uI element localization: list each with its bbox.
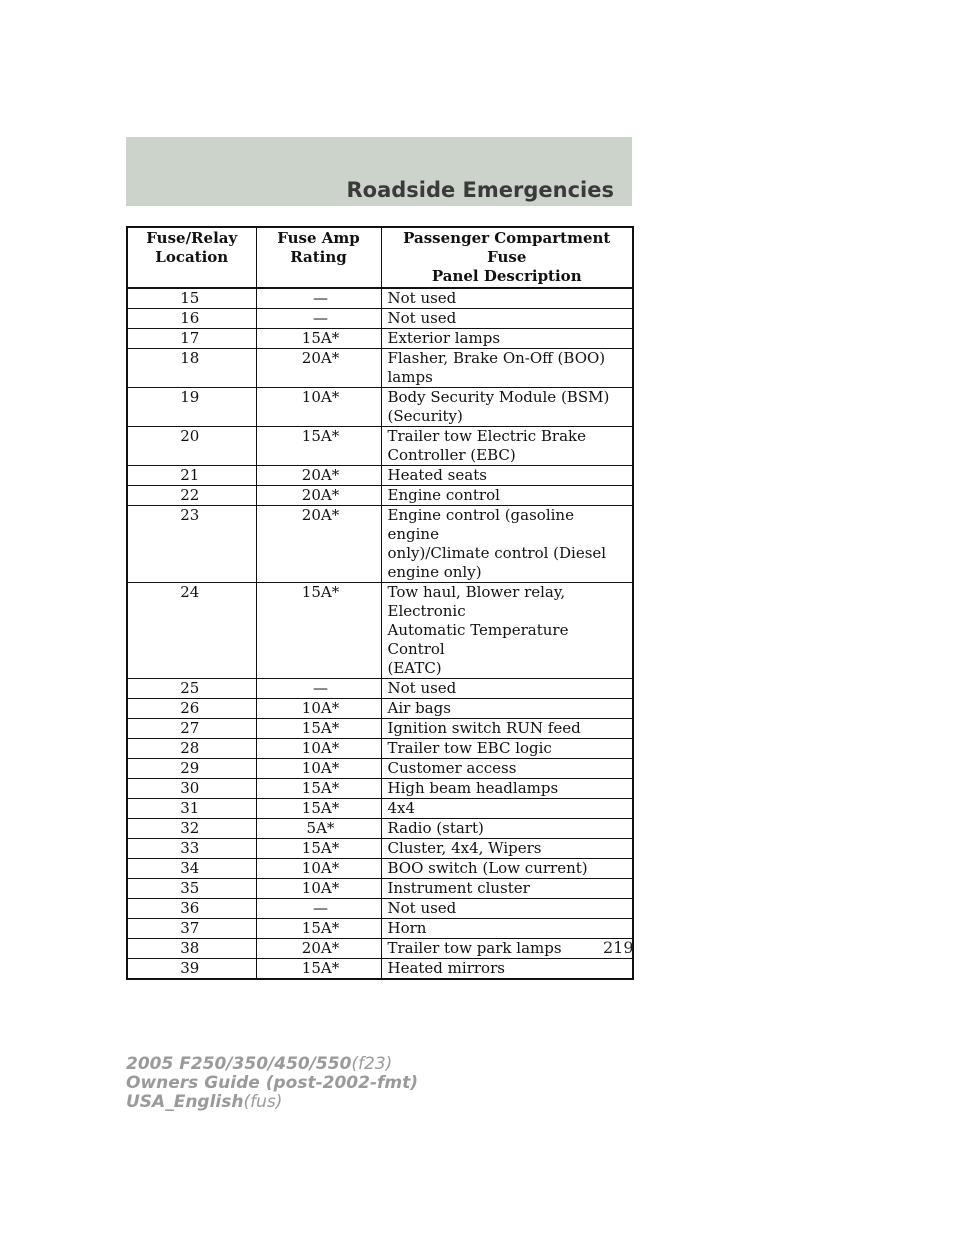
page-number: 219: [603, 938, 634, 957]
section-header-band: [126, 137, 632, 206]
table-row: [127, 349, 633, 388]
table-row: [127, 506, 633, 583]
fuse-amp-cell: 10A*: [256, 879, 381, 899]
table-row: [127, 329, 633, 349]
footer-language-text: USA_English: [126, 1092, 244, 1112]
fuse-amp-cell: 10A*: [256, 859, 381, 879]
fuse-amp-cell: 15A*: [256, 583, 381, 679]
table-row: [127, 679, 633, 699]
fuse-location-cell: 38: [127, 939, 256, 959]
table-row: [127, 466, 633, 486]
table-row: [127, 486, 633, 506]
fuse-amp-cell: 10A*: [256, 388, 381, 427]
fuse-amp-cell: 20A*: [256, 349, 381, 388]
fuse-description-cell: Not used: [381, 899, 633, 919]
fuse-amp-cell: 15A*: [256, 779, 381, 799]
fuse-location-cell: 25: [127, 679, 256, 699]
table-row: [127, 939, 633, 959]
fuse-description-cell: Engine control (gasoline engine only)/Climate control (Diesel engine only): [381, 506, 633, 583]
fuse-amp-cell: 15A*: [256, 427, 381, 466]
fuse-location-cell: 37: [127, 919, 256, 939]
footer-line-language: [126, 1093, 418, 1112]
fuse-location-cell: 34: [127, 859, 256, 879]
column-header-location: Fuse/Relay Location: [127, 227, 256, 288]
fuse-location-cell: 39: [127, 959, 256, 980]
fuse-amp-cell: —: [256, 309, 381, 329]
fuse-amp-cell: —: [256, 679, 381, 699]
table-row: [127, 959, 633, 980]
fuse-amp-cell: 10A*: [256, 759, 381, 779]
fuse-amp-cell: 15A*: [256, 799, 381, 819]
fuse-location-cell: 23: [127, 506, 256, 583]
fuse-amp-cell: 15A*: [256, 839, 381, 859]
fuse-description-cell: 4x4: [381, 799, 633, 819]
fuse-description-cell: Not used: [381, 309, 633, 329]
fuse-amp-cell: 15A*: [256, 329, 381, 349]
fuse-description-cell: Engine control: [381, 486, 633, 506]
fuse-description-cell: Exterior lamps: [381, 329, 633, 349]
table-row: [127, 699, 633, 719]
table-row: [127, 759, 633, 779]
fuse-location-cell: 19: [127, 388, 256, 427]
table-row: [127, 583, 633, 679]
table-row: [127, 879, 633, 899]
footer-line-model: [126, 1055, 418, 1074]
fuse-location-cell: 27: [127, 719, 256, 739]
fuse-location-cell: 26: [127, 699, 256, 719]
table-row: [127, 899, 633, 919]
table-row: [127, 819, 633, 839]
table-row: [127, 719, 633, 739]
column-header-description: Passenger Compartment Fuse Panel Description: [381, 227, 633, 288]
fuse-description-cell: Not used: [381, 288, 633, 309]
fuse-description-cell: Cluster, 4x4, Wipers: [381, 839, 633, 859]
footer-language-code: (fus): [243, 1092, 283, 1112]
fuse-location-cell: 16: [127, 309, 256, 329]
fuse-amp-cell: 15A*: [256, 959, 381, 980]
fuse-amp-cell: 5A*: [256, 819, 381, 839]
fuse-description-cell: Heated mirrors: [381, 959, 633, 980]
fuse-location-cell: 31: [127, 799, 256, 819]
table-row: [127, 839, 633, 859]
column-header-amp-rating: Fuse Amp Rating: [256, 227, 381, 288]
table-row: [127, 919, 633, 939]
fuse-location-cell: 17: [127, 329, 256, 349]
fuse-location-cell: 28: [127, 739, 256, 759]
fuse-description-cell: Heated seats: [381, 466, 633, 486]
table-header-row: [127, 227, 633, 288]
table-row: [127, 288, 633, 309]
fuse-location-cell: 18: [127, 349, 256, 388]
table-row: [127, 799, 633, 819]
table-row: [127, 779, 633, 799]
fuse-location-cell: 21: [127, 466, 256, 486]
fuse-table: [126, 226, 634, 980]
fuse-amp-cell: 10A*: [256, 739, 381, 759]
fuse-amp-cell: 20A*: [256, 939, 381, 959]
fuse-location-cell: 15: [127, 288, 256, 309]
fuse-amp-cell: 20A*: [256, 466, 381, 486]
fuse-amp-cell: 20A*: [256, 486, 381, 506]
table-row: [127, 309, 633, 329]
fuse-location-cell: 33: [127, 839, 256, 859]
fuse-location-cell: 35: [127, 879, 256, 899]
fuse-location-cell: 20: [127, 427, 256, 466]
fuse-description-cell: Instrument cluster: [381, 879, 633, 899]
fuse-description-cell: Trailer tow park lamps: [381, 939, 633, 959]
fuse-description-cell: Trailer tow EBC logic: [381, 739, 633, 759]
fuse-amp-cell: —: [256, 899, 381, 919]
table-row: [127, 388, 633, 427]
fuse-description-cell: Tow haul, Blower relay, Electronic Automatic Temperature Control (EATC): [381, 583, 633, 679]
document-footer: [126, 1055, 418, 1112]
footer-model-text: 2005 F250/350/450/550: [126, 1054, 352, 1074]
fuse-description-cell: Radio (start): [381, 819, 633, 839]
fuse-description-cell: Ignition switch RUN feed: [381, 719, 633, 739]
fuse-description-cell: Trailer tow Electric Brake Controller (EBC): [381, 427, 633, 466]
fuse-amp-cell: 15A*: [256, 719, 381, 739]
fuse-description-cell: Not used: [381, 679, 633, 699]
fuse-amp-cell: 20A*: [256, 506, 381, 583]
fuse-description-cell: BOO switch (Low current): [381, 859, 633, 879]
fuse-location-cell: 29: [127, 759, 256, 779]
fuse-description-cell: Flasher, Brake On-Off (BOO) lamps: [381, 349, 633, 388]
fuse-description-cell: Air bags: [381, 699, 633, 719]
fuse-description-cell: Horn: [381, 919, 633, 939]
fuse-location-cell: 22: [127, 486, 256, 506]
fuse-description-cell: Customer access: [381, 759, 633, 779]
footer-model-code: (f23): [351, 1054, 393, 1074]
table-row: [127, 859, 633, 879]
fuse-location-cell: 32: [127, 819, 256, 839]
fuse-amp-cell: 10A*: [256, 699, 381, 719]
fuse-description-cell: High beam headlamps: [381, 779, 633, 799]
fuse-location-cell: 24: [127, 583, 256, 679]
fuse-amp-cell: —: [256, 288, 381, 309]
fuse-location-cell: 36: [127, 899, 256, 919]
table-row: [127, 427, 633, 466]
section-title: Roadside Emergencies: [346, 178, 614, 202]
footer-guide-text: Owners Guide (post-2002-fmt): [126, 1073, 419, 1093]
fuse-table-body: [127, 288, 633, 979]
table-row: [127, 739, 633, 759]
footer-line-guide: [126, 1074, 418, 1093]
fuse-description-cell: Body Security Module (BSM) (Security): [381, 388, 633, 427]
fuse-location-cell: 30: [127, 779, 256, 799]
fuse-amp-cell: 15A*: [256, 919, 381, 939]
